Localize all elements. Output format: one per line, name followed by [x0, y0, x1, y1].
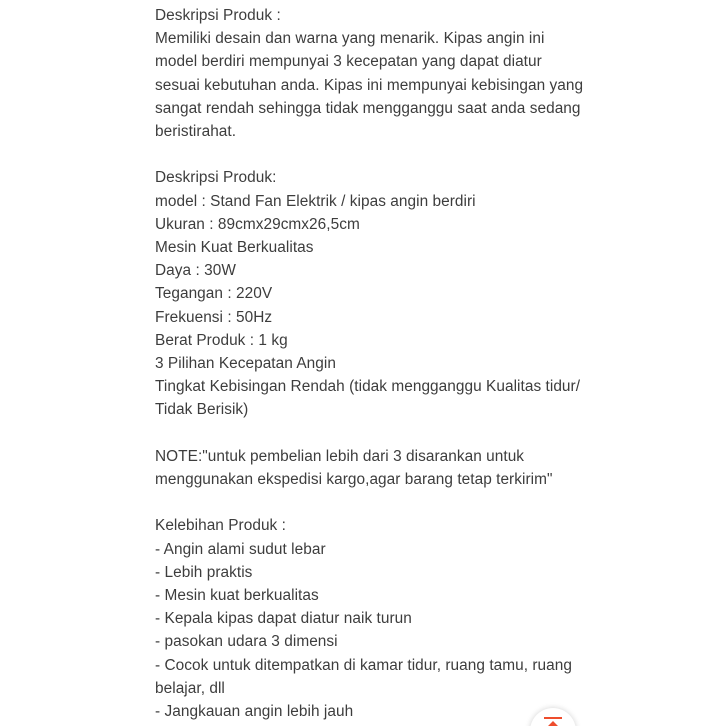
spec-line: Tidak Berisik)	[155, 401, 249, 419]
spec-line: Ukuran : 89cmx29cmx26,5cm	[155, 215, 360, 233]
spec-line: Tingkat Kebisingan Rendah (tidak mengganggu Kualitas tidur/	[155, 378, 581, 396]
advantage-item: - pasokan udara 3 dimensi	[155, 633, 338, 651]
spec-line: Daya : 30W	[155, 262, 236, 280]
description-line: beristirahat.	[155, 123, 237, 141]
paragraph-gap	[155, 143, 575, 166]
advantage-item: - Mesin kuat berkualitas	[155, 587, 319, 605]
description-line: model berdiri mempunyai 3 kecepatan yang dapat diatur	[155, 53, 542, 71]
description-line: Memiliki desain dan warna yang menarik. Kipas angin ini	[155, 30, 545, 48]
advantage-item: belajar, dll	[155, 679, 225, 697]
spec-line: Tegangan : 220V	[155, 285, 273, 303]
paragraph-gap	[155, 422, 575, 445]
advantage-item: - Cocok untuk ditempatkan di kamar tidur, ruang tamu, ruang	[155, 656, 573, 674]
advantage-item: - Kepala kipas dapat diatur naik turun	[155, 610, 412, 628]
specs-heading: Deskripsi Produk:	[155, 169, 277, 187]
spec-line: Berat Produk : 1 kg	[155, 331, 288, 349]
description-heading: Deskripsi Produk :	[155, 7, 281, 24]
advantages-heading: Kelebihan Produk :	[155, 517, 286, 535]
note-line: NOTE:"untuk pembelian lebih dari 3 disarankan untuk	[155, 447, 525, 465]
arrow-up-to-top-icon	[543, 717, 563, 726]
spec-line: 3 Pilihan Kecepatan Angin	[155, 355, 336, 373]
advantage-item: - Angin alami sudut lebar	[155, 540, 326, 558]
note-line: menggunakan ekspedisi kargo,agar barang tetap terkirim"	[155, 471, 553, 489]
paragraph-gap	[155, 491, 575, 514]
description-line: sesuai kebutuhan anda. Kipas ini mempunyai kebisingan yang	[155, 76, 584, 94]
spec-line: model : Stand Fan Elektrik / kipas angin berdiri	[155, 192, 476, 210]
advantage-item: - Lebih praktis	[155, 563, 253, 581]
description-line: sangat rendah sehingga tidak mengganggu saat anda sedang	[155, 99, 581, 117]
spec-line: Frekuensi : 50Hz	[155, 308, 273, 326]
spec-line: Mesin Kuat Berkualitas	[155, 239, 314, 257]
advantage-item: - Jangkauan angin lebih jauh	[155, 703, 354, 721]
product-description	[155, 4, 584, 723]
